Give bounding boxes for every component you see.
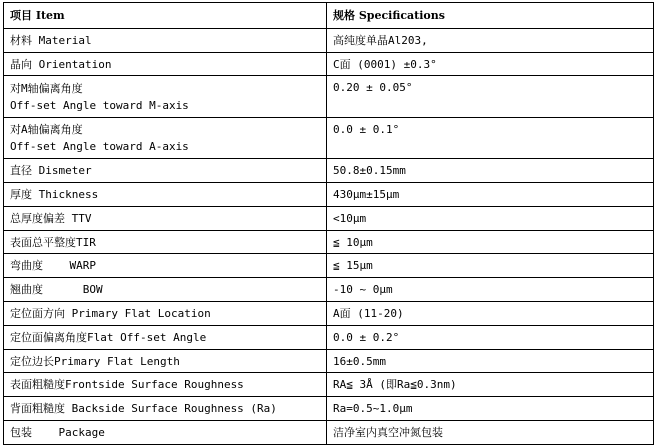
spec-cell: 高纯度单晶Al203, bbox=[327, 28, 654, 52]
spec-cell: 0.0 ± 0.2° bbox=[327, 325, 654, 349]
table-row bbox=[4, 183, 654, 207]
table-row bbox=[4, 302, 654, 326]
table-row bbox=[4, 76, 654, 117]
item-line-en: Off-set Angle toward M-axis bbox=[10, 98, 189, 112]
table-row bbox=[4, 254, 654, 278]
spec-cell: ≦ 10μm bbox=[327, 230, 654, 254]
item-cell: 包装 Package bbox=[4, 421, 327, 445]
header-specifications: 规格 Specifications bbox=[327, 3, 654, 29]
spec-cell: C面 (0001) ±0.3° bbox=[327, 52, 654, 76]
item-cell: 弯曲度 WARP bbox=[4, 254, 327, 278]
table-header-row bbox=[4, 3, 654, 29]
table-row bbox=[4, 28, 654, 52]
item-cell: 定位边长Primary Flat Length bbox=[4, 349, 327, 373]
table-row bbox=[4, 349, 654, 373]
item-cell: 表面粗糙度Frontside Surface Roughness bbox=[4, 373, 327, 397]
table-row bbox=[4, 159, 654, 183]
table-row bbox=[4, 52, 654, 76]
table-row bbox=[4, 397, 654, 421]
specifications-table bbox=[3, 2, 654, 445]
item-line-cn: 对M轴偏离角度 bbox=[10, 81, 83, 95]
spec-cell: Ra=0.5~1.0μm bbox=[327, 397, 654, 421]
item-cell: 晶向 Orientation bbox=[4, 52, 327, 76]
table-row bbox=[4, 325, 654, 349]
item-cell bbox=[4, 117, 327, 158]
item-cell: 定位面方向 Primary Flat Location bbox=[4, 302, 327, 326]
spec-cell: 16±0.5mm bbox=[327, 349, 654, 373]
spec-cell: 0.0 ± 0.1° bbox=[327, 117, 654, 158]
item-line-cn: 对A轴偏离角度 bbox=[10, 123, 83, 137]
spec-cell: 430μm±15μm bbox=[327, 183, 654, 207]
table-row bbox=[4, 117, 654, 158]
spec-cell: -10 ~ 0μm bbox=[327, 278, 654, 302]
spec-cell: RA≦ 3Å (即Ra≦0.3nm) bbox=[327, 373, 654, 397]
item-cell: 直径 Dismeter bbox=[4, 159, 327, 183]
item-cell: 材料 Material bbox=[4, 28, 327, 52]
item-cell bbox=[4, 76, 327, 117]
spec-cell: ≦ 15μm bbox=[327, 254, 654, 278]
item-cell: 表面总平整度TIR bbox=[4, 230, 327, 254]
spec-cell: 洁净室内真空冲氮包装 bbox=[327, 421, 654, 445]
spec-cell: <10μm bbox=[327, 206, 654, 230]
table-row bbox=[4, 421, 654, 445]
item-line-en: Off-set Angle toward A-axis bbox=[10, 140, 189, 154]
item-cell: 背面粗糙度 Backside Surface Roughness (Ra) bbox=[4, 397, 327, 421]
table-row bbox=[4, 206, 654, 230]
item-cell: 总厚度偏差 TTV bbox=[4, 206, 327, 230]
header-item: 项目 Item bbox=[4, 3, 327, 29]
table-row bbox=[4, 278, 654, 302]
item-cell: 翘曲度 BOW bbox=[4, 278, 327, 302]
item-cell: 厚度 Thickness bbox=[4, 183, 327, 207]
spec-cell: 50.8±0.15mm bbox=[327, 159, 654, 183]
spec-cell: A面 (11-20) bbox=[327, 302, 654, 326]
item-cell: 定位面偏离角度Flat Off-set Angle bbox=[4, 325, 327, 349]
table-row bbox=[4, 373, 654, 397]
table-row bbox=[4, 230, 654, 254]
spec-cell: 0.20 ± 0.05° bbox=[327, 76, 654, 117]
